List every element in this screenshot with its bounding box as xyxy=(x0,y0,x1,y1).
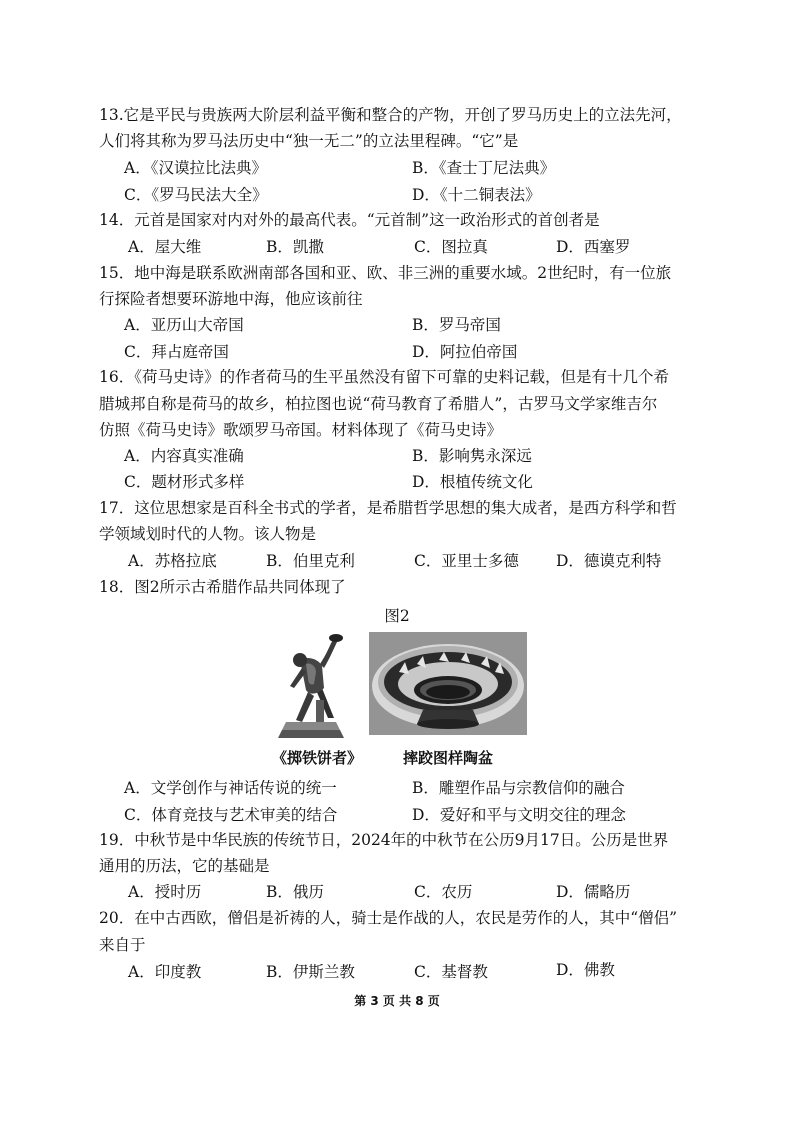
q20-option-a: A．印度教 xyxy=(128,963,202,981)
q16-stem-line1: 16．《荷马史诗》的作者荷马的生平虽然没有留下可靠的史料记载，但是有十几个希 xyxy=(99,368,669,386)
q16-option-c: C．题材形式多样 xyxy=(124,473,245,491)
q16-option-d: D．根植传统文化 xyxy=(412,473,533,491)
q13-option-c: C．《罗马民法大全》 xyxy=(124,186,268,204)
q17-option-c: C．亚里士多德 xyxy=(414,552,519,570)
q16-stem-line3: 仿照《荷马史诗》歌颂罗马帝国。材料体现了《荷马史诗》 xyxy=(99,421,503,439)
q14-stem-line1: 14．元首是国家对内对外的最高代表。“元首制”这一政治形式的首创者是 xyxy=(99,211,600,229)
q13-stem-line2: 人们将其称为罗马法历史中“独一无二”的立法里程碑。“它”是 xyxy=(99,132,519,150)
q18-option-b: B．雕塑作品与宗教信仰的融合 xyxy=(412,779,625,797)
q19-option-c: C．农历 xyxy=(414,883,473,901)
q19-option-d: D．儒略历 xyxy=(556,883,631,901)
q15-option-b: B．罗马帝国 xyxy=(412,316,501,334)
q13-option-b: B．《查士丁尼法典》 xyxy=(412,159,556,177)
q20-option-c: C．基督教 xyxy=(414,963,488,981)
q16-option-b: B．影响隽永深远 xyxy=(412,447,532,465)
q15-stem-line1: 15．地中海是联系欧洲南部各国和亚、欧、非三洲的重要水域。2世纪时，有一位旅 xyxy=(99,264,672,282)
q20-stem-line2: 来自于 xyxy=(99,936,146,954)
q18-option-a: A．文学创作与神话传说的统一 xyxy=(124,779,337,797)
q15-stem-line2: 行探险者想要环游地中海，他应该前往 xyxy=(99,290,363,308)
q19-option-b: B．俄历 xyxy=(266,883,324,901)
q20-option-b: B．伊斯兰教 xyxy=(266,963,355,981)
q13-option-d: D．《十二铜表法》 xyxy=(412,186,541,204)
q16-option-a: A．内容真实准确 xyxy=(124,447,244,465)
q13-stem-line1: 13.它是平民与贵族两大阶层利益平衡和整合的产物，开创了罗马历史上的立法先河， xyxy=(99,106,682,124)
q14-option-d: D．西塞罗 xyxy=(556,238,631,256)
q14-option-b: B．凯撒 xyxy=(266,238,324,256)
q17-option-a: A．苏格拉底 xyxy=(128,552,217,570)
wrestling-bowl-image xyxy=(369,632,527,735)
q19-stem-line1: 19．中秋节是中华民族的传统节日，2024年的中秋节在公历9月17日。公历是世界 xyxy=(99,831,669,849)
caption-wrestling-bowl: 摔跤图样陶盆 xyxy=(403,749,494,767)
page-footer: 第 3 页 共 8 页 xyxy=(354,994,440,1008)
q20-option-d: D．佛教 xyxy=(556,961,615,979)
q16-stem-line2: 腊城邦自称是荷马的故乡，柏拉图也说“荷马教育了希腊人”，古罗马文学家维吉尔 xyxy=(99,395,658,413)
q17-option-b: B．伯里克利 xyxy=(266,552,355,570)
q15-option-d: D．阿拉伯帝国 xyxy=(412,343,518,361)
q19-option-a: A．授时历 xyxy=(128,883,202,901)
q18-option-c: C．体育竞技与艺术审美的结合 xyxy=(124,806,338,824)
q18-option-d: D．爱好和平与文明交往的理念 xyxy=(412,806,626,824)
figure-title: 图2 xyxy=(384,607,410,625)
q19-stem-line2: 通用的历法，它的基础是 xyxy=(99,857,270,875)
q13-option-a: A．《汉谟拉比法典》 xyxy=(124,159,267,177)
q14-option-c: C．图拉真 xyxy=(414,238,488,256)
q17-stem-line1: 17．这位思想家是百科全书式的学者，是希腊哲学思想的集大成者，是西方科学和哲 xyxy=(99,499,677,517)
q17-option-d: D．德谟克利特 xyxy=(556,552,662,570)
q17-stem-line2: 学领域划时代的人物。该人物是 xyxy=(99,525,317,543)
q15-option-c: C．拜占庭帝国 xyxy=(124,343,229,361)
q18-stem-line1: 18．图2所示古希腊作品共同体现了 xyxy=(99,578,346,596)
q14-option-a: A．屋大维 xyxy=(128,238,202,256)
discus-thrower-image xyxy=(270,630,352,738)
caption-discus-thrower: 《掷铁饼者》 xyxy=(272,749,363,767)
q15-option-a: A．亚历山大帝国 xyxy=(124,316,244,334)
q20-stem-line1: 20．在中古西欧，僧侣是祈祷的人，骑士是作战的人，农民是劳作的人，其中“僧侣” xyxy=(99,909,678,927)
